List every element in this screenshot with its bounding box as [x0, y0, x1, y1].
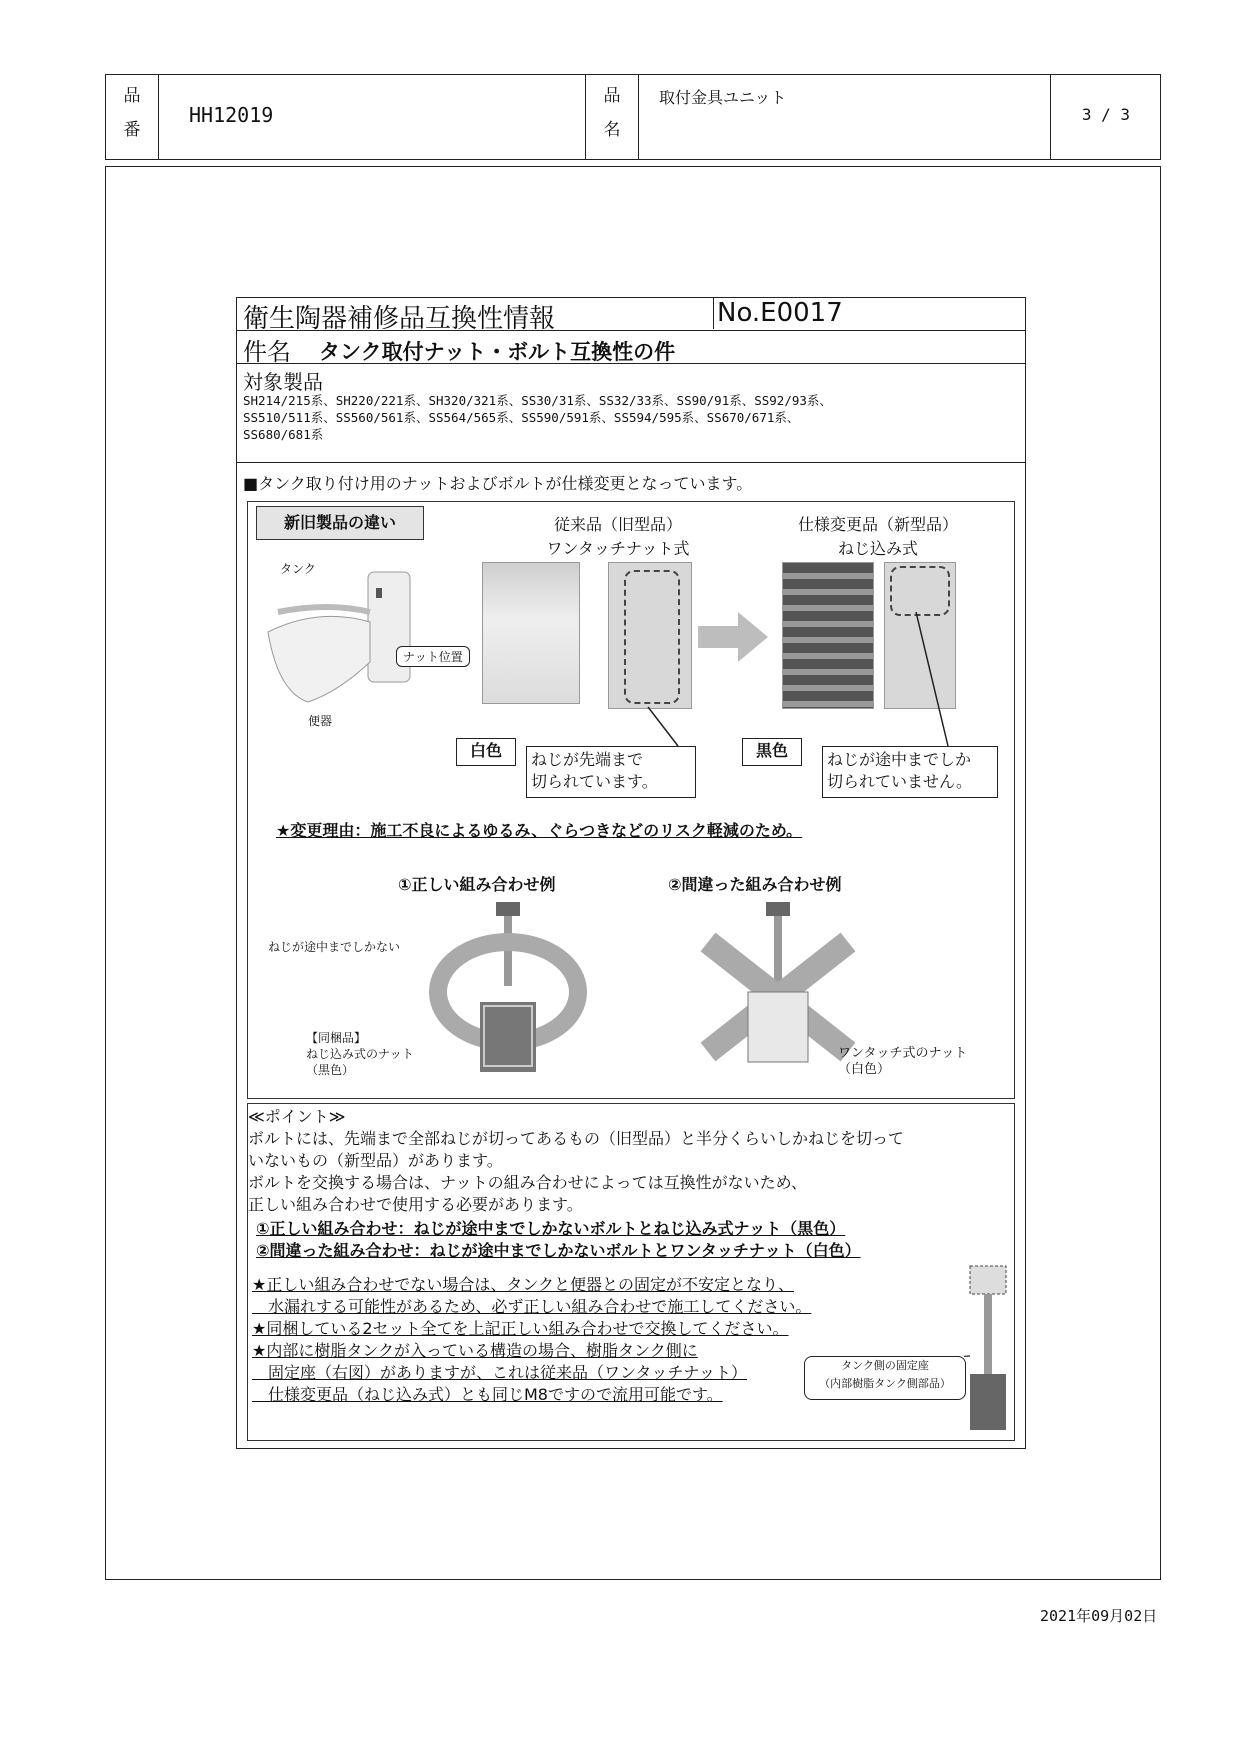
hinmei-label-2: 名	[603, 120, 621, 140]
subject-text: タンク取付ナット・ボルト互換性の件	[319, 340, 676, 364]
bundled-line: （黒色）	[306, 1063, 355, 1077]
sheet-number: No.E0017	[717, 298, 843, 328]
fixing-seat-diagram	[964, 1264, 1014, 1434]
old-callout-line: ねじが先端まで	[531, 750, 644, 769]
hinban-value-cell	[159, 75, 586, 159]
tank-label: タンク	[280, 562, 316, 576]
warning-line: 固定座（右図）がありますが、これは従来品（ワンタッチナット）	[252, 1363, 748, 1382]
diff-label: 新旧製品の違い	[256, 506, 424, 540]
point-line: ボルトには、先端まで全部ねじが切ってあるもの（旧型品）と半分くらいしかねじを切って	[248, 1129, 905, 1148]
warning-line: ★内部に樹脂タンクが入っている構造の場合、樹脂タンク側に	[252, 1341, 698, 1360]
correct-example-title: ①正しい組み合わせ例	[398, 875, 556, 894]
hinban-label-cell	[106, 75, 159, 159]
wrong-combination-diagram	[698, 902, 858, 1082]
point-body	[248, 1128, 904, 1216]
compatibility-sheet	[236, 297, 1026, 1449]
warning-line: ★同梱している2セット全てを上記正しい組み合わせで交換してください。	[252, 1319, 789, 1338]
target-line: SH214/215系、SH220/221系、SH320/321系、SS30/31系、SS32/33系、SS90/91系、SS92/93系、	[243, 393, 832, 408]
combo-correct: ①正しい組み合わせ：ねじが途中までしかないボルトとねじ込み式ナット（黒色）	[256, 1219, 846, 1238]
target-label: 対象製品	[243, 370, 323, 394]
white-color-label: 白色	[456, 738, 516, 766]
hinban-label-2: 番	[123, 120, 141, 140]
page-number: 3 / 3	[1081, 105, 1130, 124]
sheet-title-row	[237, 298, 1025, 334]
bundled-line: ねじ込み式のナット	[306, 1047, 414, 1061]
target-row	[237, 364, 1025, 463]
callout-pointers	[248, 502, 1016, 802]
bundled-line: 【同梱品】	[306, 1031, 367, 1045]
notice-text: ■タンク取り付け用のナットおよびボルトが仕様変更となっています。	[243, 474, 753, 493]
toilet-label: 便器	[308, 714, 333, 728]
target-list	[243, 392, 832, 443]
point-line: いないもの（新型品）があります。	[248, 1151, 503, 1170]
hinmei-value-cell	[639, 75, 1051, 159]
point-panel	[247, 1103, 1015, 1441]
new-callout-line: ねじが途中までしか	[827, 750, 972, 769]
warning-block	[252, 1274, 811, 1406]
warning-line: 水漏れする可能性があるため、必ず正しい組み合わせで施工してください。	[252, 1297, 812, 1316]
onetouch-line: ワンタッチ式のナット	[838, 1046, 968, 1061]
header-table	[105, 74, 1161, 160]
target-line: SS510/511系、SS560/561系、SS564/565系、SS590/591系、SS594/595系、SS670/671系、	[243, 410, 800, 425]
old-title-2: ワンタッチナット式	[546, 539, 690, 558]
warning-line: 仕様変更品（ねじ込み式）とも同じM8ですので流用可能です。	[252, 1385, 723, 1404]
point-line: ボルトを交換する場合は、ナットの組み合わせによっては互換性がないため、	[248, 1173, 808, 1192]
old-callout-line: 切られています。	[531, 772, 658, 791]
warning-line: ★正しい組み合わせでない場合は、タンクと便器との固定が不安定となり、	[252, 1275, 795, 1294]
hinmei-value: 取付金具ユニット	[659, 88, 787, 107]
new-title-1: 仕様変更品（新型品）	[797, 515, 958, 534]
hinmei-label-1: 品	[603, 86, 621, 106]
issue-date: 2021年09月02日	[1040, 1607, 1158, 1625]
nut-position-label: ナット位置	[396, 646, 470, 667]
comparison-panel	[247, 501, 1015, 1099]
sheet-title: 衛生陶器補修品互換性情報	[243, 304, 556, 334]
subject-label: 件名	[243, 338, 291, 366]
onetouch-nut-note	[838, 1046, 967, 1078]
target-line: SS680/681系	[243, 427, 324, 442]
point-line: 正しい組み合わせで使用する必要があります。	[248, 1195, 583, 1214]
bolt-note: ねじが途中までしかない	[268, 940, 401, 954]
fixing-seat-label	[804, 1356, 966, 1400]
hinban-value: HH12019	[189, 103, 274, 127]
combo-wrong: ②間違った組み合わせ：ねじが途中までしかないボルトとワンタッチナット（白色）	[256, 1241, 861, 1260]
point-title: ≪ポイント≫	[248, 1107, 346, 1126]
seat-label-line: タンク側の固定座	[841, 1359, 929, 1372]
bundled-nut-note	[306, 1030, 414, 1078]
subject-row	[237, 331, 1025, 364]
black-color-label: 黒色	[742, 738, 802, 766]
wrong-example-title: ②間違った組み合わせ例	[668, 875, 842, 894]
seat-label-line: （内部樹脂タンク側部品）	[819, 1377, 951, 1390]
new-title-2: ねじ込み式	[837, 539, 918, 558]
onetouch-line: （白色）	[838, 1062, 891, 1077]
sheet-title-cell	[243, 298, 714, 334]
hinban-label-1: 品	[123, 86, 141, 106]
correct-combination-diagram	[418, 902, 598, 1082]
hinmei-label-cell	[586, 75, 639, 159]
change-reason: ★変更理由：施工不良によるゆるみ、ぐらつきなどのリスク軽減のため。	[276, 821, 803, 840]
new-callout-line: 切られていません。	[827, 772, 972, 791]
old-title-1: 従来品（旧型品）	[553, 515, 682, 534]
